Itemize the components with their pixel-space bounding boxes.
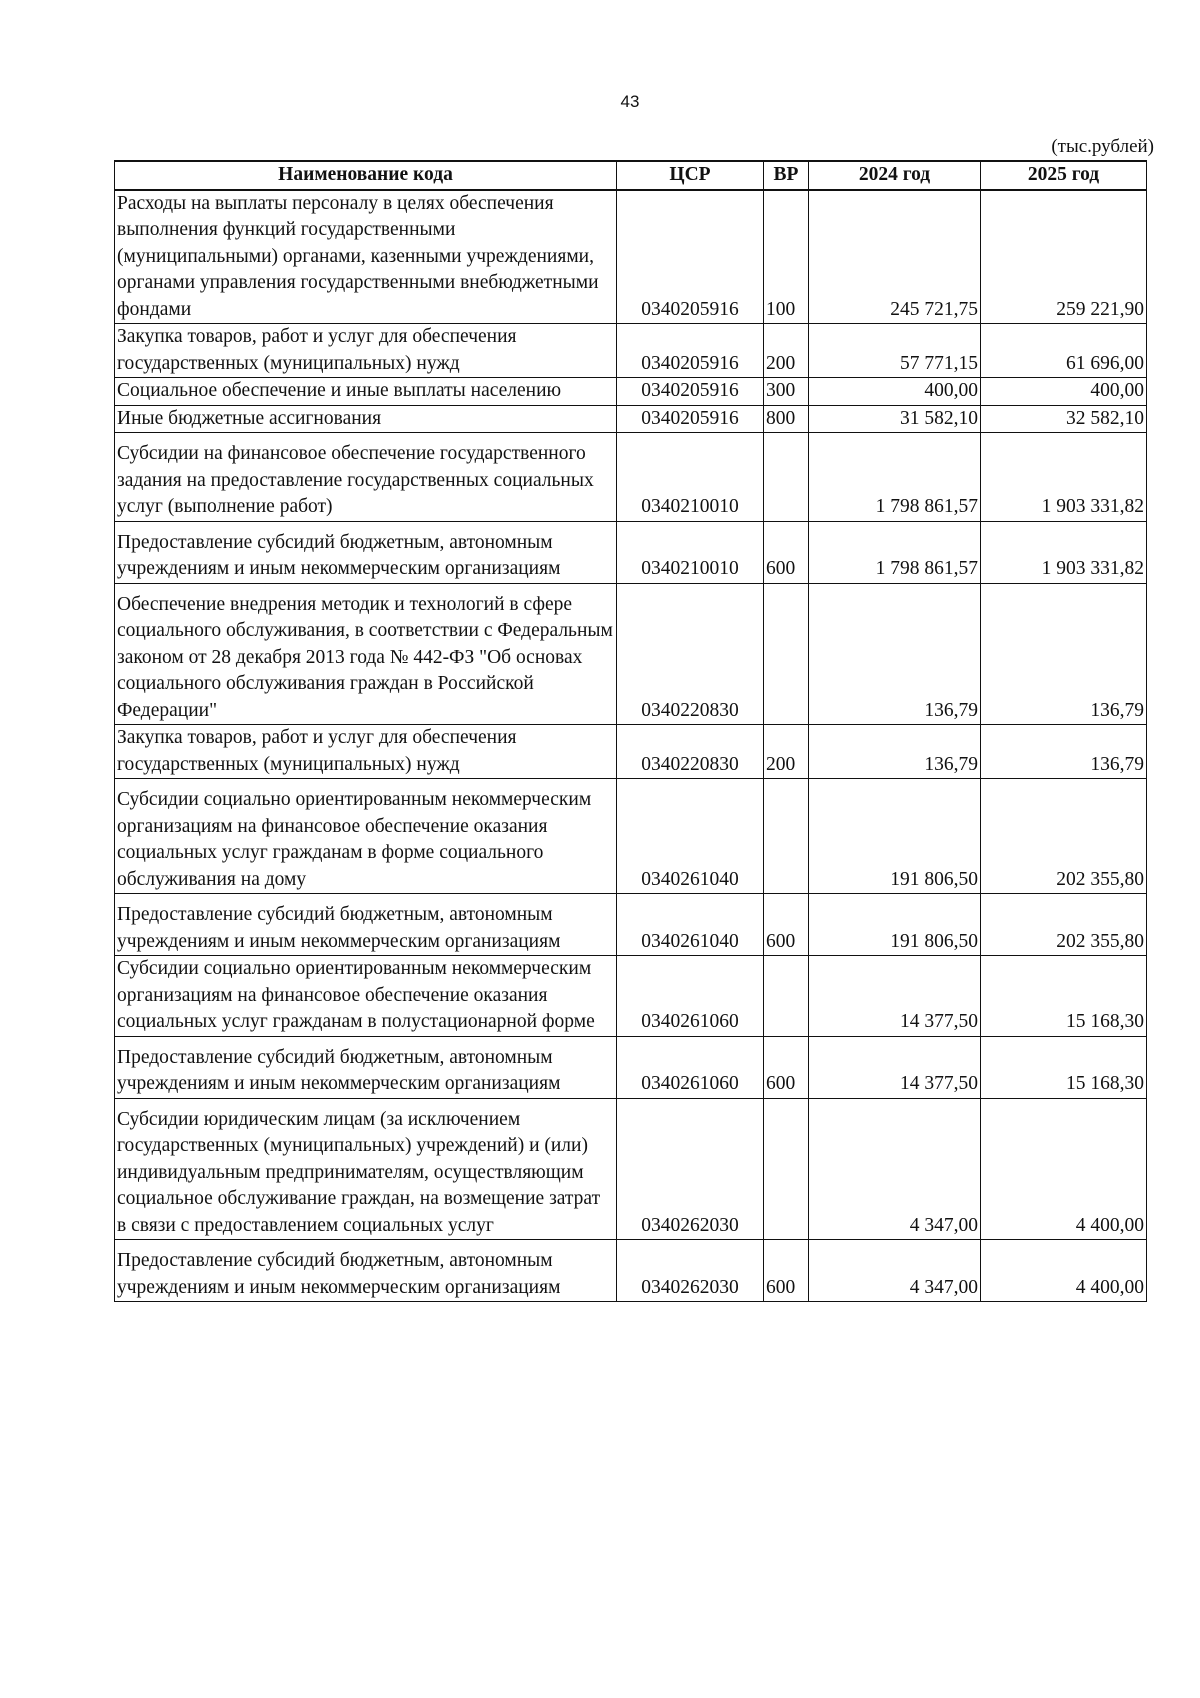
row-name: Предоставление субсидий бюджетным, автономным учреждениям и иным некоммерческим организациям — [115, 894, 617, 956]
row-vr: 300 — [764, 378, 809, 406]
header-csr: ЦСР — [617, 161, 764, 190]
row-name: Расходы на выплаты персоналу в целях обеспечения выполнения функций государственными (муниципальными) органами, казенными учреждениями, органами управления государственными внебюджетными фондами — [115, 190, 617, 324]
row-2025: 202 355,80 — [981, 894, 1147, 956]
row-name: Субсидии на финансовое обеспечение государственного задания на предоставление государственных социальных услуг (выполнение работ) — [115, 433, 617, 522]
row-vr — [764, 779, 809, 894]
table-row — [115, 583, 1147, 725]
row-2024: 4 347,00 — [809, 1098, 981, 1240]
row-csr: 0340210010 — [617, 521, 764, 583]
row-2024: 14 377,50 — [809, 956, 981, 1037]
row-csr: 0340262030 — [617, 1098, 764, 1240]
header-name: Наименование кода — [115, 161, 617, 190]
row-csr: 0340205916 — [617, 405, 764, 433]
row-csr: 0340210010 — [617, 433, 764, 522]
row-name: Субсидии социально ориентированным некоммерческим организациям на финансовое обеспечение оказания социальных услуг гражданам в форме социального обслуживания на дому — [115, 779, 617, 894]
table-row — [115, 521, 1147, 583]
units-label: (тыс.рублей) — [1051, 136, 1154, 157]
row-2025: 4 400,00 — [981, 1240, 1147, 1302]
row-2025: 32 582,10 — [981, 405, 1147, 433]
row-2025: 136,79 — [981, 725, 1147, 779]
row-csr: 0340205916 — [617, 190, 764, 324]
row-csr: 0340261040 — [617, 894, 764, 956]
row-2024: 136,79 — [809, 583, 981, 725]
row-2024: 191 806,50 — [809, 779, 981, 894]
row-vr — [764, 433, 809, 522]
row-2024: 400,00 — [809, 378, 981, 406]
row-name: Иные бюджетные ассигнования — [115, 405, 617, 433]
table-row — [115, 324, 1147, 378]
row-2024: 14 377,50 — [809, 1036, 981, 1098]
row-name: Закупка товаров, работ и услуг для обеспечения государственных (муниципальных) нужд — [115, 324, 617, 378]
row-vr — [764, 956, 809, 1037]
budget-table — [114, 160, 1147, 1302]
row-2025: 136,79 — [981, 583, 1147, 725]
row-2025: 1 903 331,82 — [981, 433, 1147, 522]
row-name: Социальное обеспечение и иные выплаты населению — [115, 378, 617, 406]
row-name: Субсидии юридическим лицам (за исключением государственных (муниципальных) учреждений) и (или) индивидуальным предпринимателям, осуществляющим социальное обслуживание граждан, на возмещение затрат в связи с предоставлением социальных услуг — [115, 1098, 617, 1240]
row-2024: 1 798 861,57 — [809, 521, 981, 583]
row-csr: 0340205916 — [617, 378, 764, 406]
row-2025: 4 400,00 — [981, 1098, 1147, 1240]
header-2025: 2025 год — [981, 161, 1147, 190]
row-vr: 600 — [764, 521, 809, 583]
table-row — [115, 1036, 1147, 1098]
table-row — [115, 956, 1147, 1037]
row-2024: 245 721,75 — [809, 190, 981, 324]
row-vr — [764, 583, 809, 725]
row-csr: 0340220830 — [617, 725, 764, 779]
row-name: Предоставление субсидий бюджетным, автономным учреждениям и иным некоммерческим организациям — [115, 1036, 617, 1098]
row-vr: 600 — [764, 894, 809, 956]
table-row — [115, 725, 1147, 779]
table-row — [115, 405, 1147, 433]
row-2025: 259 221,90 — [981, 190, 1147, 324]
table-header-row — [115, 161, 1147, 190]
row-2025: 1 903 331,82 — [981, 521, 1147, 583]
row-name: Обеспечение внедрения методик и технологий в сфере социального обслуживания, в соответствии с Федеральным законом от 28 декабря 2013 года № 442-ФЗ "Об основах социального обслуживания граждан в Российской Федерации" — [115, 583, 617, 725]
row-vr: 200 — [764, 324, 809, 378]
row-csr: 0340261060 — [617, 956, 764, 1037]
table-row — [115, 894, 1147, 956]
row-vr: 800 — [764, 405, 809, 433]
row-csr: 0340262030 — [617, 1240, 764, 1302]
row-vr: 200 — [764, 725, 809, 779]
row-2025: 15 168,30 — [981, 956, 1147, 1037]
row-name: Закупка товаров, работ и услуг для обеспечения государственных (муниципальных) нужд — [115, 725, 617, 779]
row-2025: 61 696,00 — [981, 324, 1147, 378]
row-vr — [764, 1098, 809, 1240]
row-2024: 31 582,10 — [809, 405, 981, 433]
row-2025: 400,00 — [981, 378, 1147, 406]
row-2024: 191 806,50 — [809, 894, 981, 956]
row-name: Субсидии социально ориентированным некоммерческим организациям на финансовое обеспечение оказания социальных услуг гражданам в полустационарной форме — [115, 956, 617, 1037]
table-row — [115, 1098, 1147, 1240]
row-vr: 600 — [764, 1036, 809, 1098]
row-csr: 0340261060 — [617, 1036, 764, 1098]
row-name: Предоставление субсидий бюджетным, автономным учреждениям и иным некоммерческим организациям — [115, 1240, 617, 1302]
page-number: 43 — [620, 92, 640, 111]
header-vr: ВР — [764, 161, 809, 190]
row-vr: 100 — [764, 190, 809, 324]
table-row — [115, 779, 1147, 894]
row-name: Предоставление субсидий бюджетным, автономным учреждениям и иным некоммерческим организациям — [115, 521, 617, 583]
header-2024: 2024 год — [809, 161, 981, 190]
table-row — [115, 433, 1147, 522]
row-vr: 600 — [764, 1240, 809, 1302]
row-2024: 57 771,15 — [809, 324, 981, 378]
row-2024: 4 347,00 — [809, 1240, 981, 1302]
table-row — [115, 378, 1147, 406]
table-row — [115, 190, 1147, 324]
row-csr: 0340220830 — [617, 583, 764, 725]
table-row — [115, 1240, 1147, 1302]
row-2024: 1 798 861,57 — [809, 433, 981, 522]
row-2025: 202 355,80 — [981, 779, 1147, 894]
row-2024: 136,79 — [809, 725, 981, 779]
row-csr: 0340261040 — [617, 779, 764, 894]
row-csr: 0340205916 — [617, 324, 764, 378]
row-2025: 15 168,30 — [981, 1036, 1147, 1098]
